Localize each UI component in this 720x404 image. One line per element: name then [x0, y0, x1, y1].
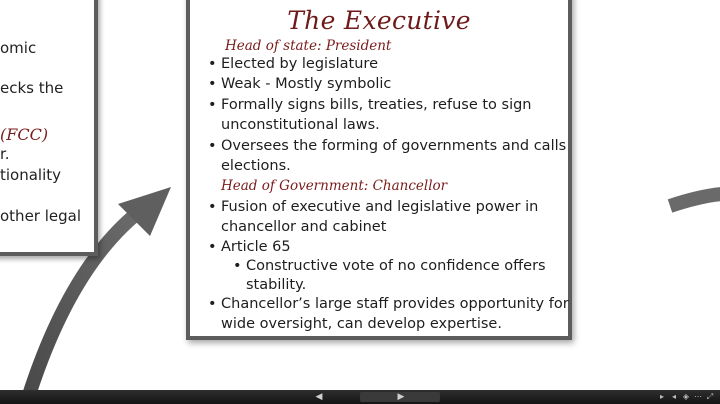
bullet-dot: •: [208, 97, 217, 113]
bullet-article-65: [208, 237, 291, 257]
left-line-5: tionality: [0, 166, 62, 184]
settings-icon[interactable]: ◈: [682, 392, 690, 401]
left-line-1: omic: [0, 39, 37, 57]
bullet-text: stability.: [246, 277, 307, 293]
bullet-staff: [208, 294, 569, 314]
bullet-dot: •: [208, 239, 217, 255]
head-of-government-subheading: Head of Government: Chancellor: [221, 178, 448, 194]
bullet-text: Fusion of executive and legislative power in: [221, 199, 539, 215]
left-content-box: [0, 0, 98, 256]
bullet-text: wide oversight, can develop expertise.: [221, 316, 502, 332]
bullet-text: Chancellor’s large staff provides opportunity for: [221, 296, 569, 312]
bullet-dot: •: [208, 76, 217, 92]
bullet-oversees: [208, 136, 567, 156]
bullet-dot: •: [208, 138, 217, 154]
bullet-dot: •: [208, 56, 217, 72]
next-slide-button[interactable]: ▶: [397, 392, 405, 402]
bullet-dot: •: [233, 258, 242, 274]
bullet-signs-bills: [208, 95, 532, 115]
right-arrow-fragment: [670, 194, 720, 206]
bullet-staff-cont: [221, 314, 502, 334]
bullet-signs-bills-cont: [221, 115, 380, 135]
bullet-text: elections.: [221, 158, 291, 174]
video-player-bar: [0, 390, 720, 404]
bullet-dot: •: [208, 199, 217, 215]
volume-icon[interactable]: ▸: [659, 392, 664, 401]
left-line-6: other legal: [0, 207, 82, 225]
bullet-weak: [208, 74, 392, 94]
slide-title: The Executive: [287, 6, 471, 35]
bullet-text: Elected by legislature: [221, 56, 378, 72]
head-of-state-subheading: Head of state: President: [225, 38, 392, 54]
bullet-text: unconstitutional laws.: [221, 117, 380, 133]
sub-bullet-constructive-vote: [233, 256, 546, 276]
left-line-fcc: (FCC): [0, 125, 49, 144]
left-line-2: ecks the: [0, 79, 64, 97]
player-controls-right: [658, 391, 714, 403]
bullet-text: Constructive vote of no confidence offers: [246, 258, 546, 274]
bullet-dot: •: [208, 296, 217, 312]
bullet-elected: [208, 54, 378, 74]
bullet-fusion-cont: [221, 217, 386, 237]
rewind-icon[interactable]: ◂: [671, 392, 676, 401]
bullet-fusion: [208, 197, 539, 217]
bullet-text: Formally signs bills, treaties, refuse to sign: [221, 97, 532, 113]
more-icon[interactable]: ⋯: [694, 392, 702, 401]
bullet-oversees-cont: [221, 156, 291, 176]
executive-content-box: [186, 0, 572, 340]
bullet-text: Oversees the forming of governments and calls: [221, 138, 567, 154]
fullscreen-icon[interactable]: ⤢: [706, 392, 714, 401]
previous-slide-button[interactable]: ◀: [315, 392, 323, 402]
bullet-text: Weak - Mostly symbolic: [221, 76, 392, 92]
bullet-text: chancellor and cabinet: [221, 219, 387, 235]
bullet-text: Article 65: [221, 239, 291, 255]
left-line-4: r.: [0, 145, 10, 163]
sub-bullet-constructive-vote-cont: [246, 275, 306, 295]
